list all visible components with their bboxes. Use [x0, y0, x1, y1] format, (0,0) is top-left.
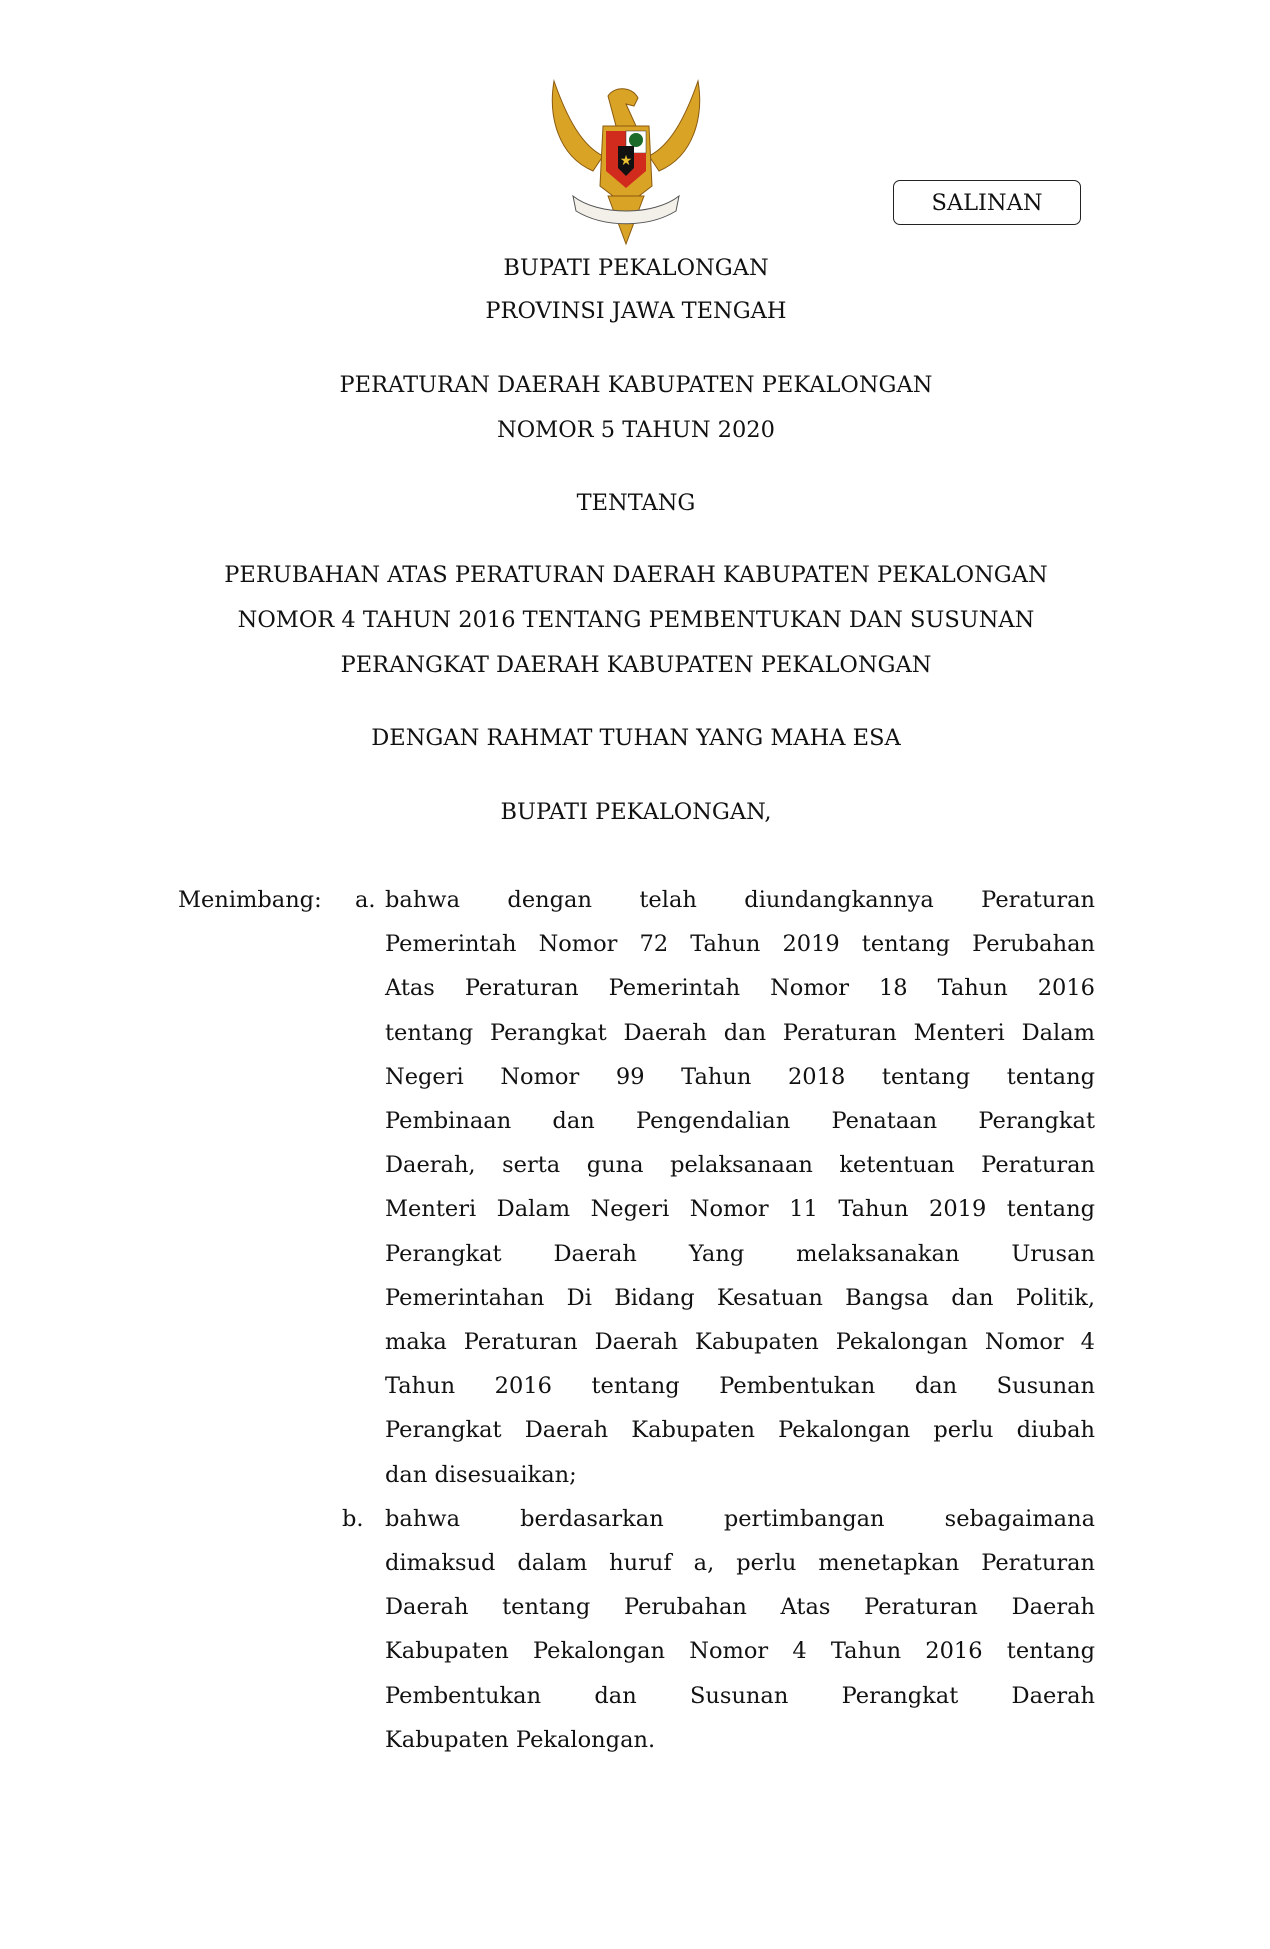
- item-text-line: Pembentukan dan Susunan Perangkat Daerah: [385, 1682, 1095, 1709]
- item-text-line: Pembinaan dan Pengendalian Penataan Perangkat: [385, 1108, 1095, 1134]
- item-text-line: dan disesuaikan;: [385, 1461, 577, 1488]
- item-text-line: bahwa dengan telah diundangkannya Peraturan: [385, 887, 1095, 913]
- item-text-line: Pemerintah Nomor 72 Tahun 2019 tentang Perubahan: [385, 931, 1095, 958]
- item-marker: b.: [342, 1505, 364, 1532]
- regulation-title-line: PERUBAHAN ATAS PERATURAN DAERAH KABUPATEN PEKALONGAN: [224, 562, 1048, 588]
- item-text-line: bahwa berdasarkan pertimbangan sebagaimana: [385, 1505, 1095, 1532]
- garuda-emblem: [548, 76, 704, 246]
- svg-text:★: ★: [619, 153, 633, 169]
- grace-statement: DENGAN RAHMAT TUHAN YANG MAHA ESA: [371, 725, 901, 751]
- item-text-line: Perangkat Daerah Yang melaksanakan Urusan: [385, 1240, 1095, 1267]
- item-text-line: Daerah, serta guna pelaksanaan ketentuan Peraturan: [385, 1152, 1095, 1179]
- regulation-number: NOMOR 5 TAHUN 2020: [497, 417, 775, 443]
- issuer-title: BUPATI PEKALONGAN: [503, 255, 769, 281]
- official-title: BUPATI PEKALONGAN,: [500, 799, 772, 825]
- item-text-line: Perangkat Daerah Kabupaten Pekalongan perlu diubah: [385, 1417, 1095, 1444]
- considering-label: Menimbang:: [178, 887, 322, 913]
- item-text-line: Tahun 2016 tentang Pembentukan dan Susunan: [385, 1373, 1095, 1400]
- about-label: TENTANG: [576, 490, 696, 516]
- issuer-province: PROVINSI JAWA TENGAH: [485, 298, 787, 324]
- item-marker: a.: [355, 887, 376, 913]
- item-text-line: Negeri Nomor 99 Tahun 2018 tentang tentang: [385, 1063, 1095, 1090]
- regulation-type: PERATURAN DAERAH KABUPATEN PEKALONGAN: [339, 372, 933, 398]
- item-text-line: Daerah tentang Perubahan Atas Peraturan Daerah: [385, 1594, 1095, 1621]
- item-text-line: Kabupaten Pekalongan Nomor 4 Tahun 2016 tentang: [385, 1638, 1095, 1665]
- salinan-stamp: SALINAN: [893, 180, 1081, 225]
- item-text-line: tentang Perangkat Daerah dan Peraturan Menteri Dalam: [385, 1019, 1095, 1046]
- item-text-line: Kabupaten Pekalongan.: [385, 1726, 656, 1753]
- item-text-line: Atas Peraturan Pemerintah Nomor 18 Tahun 2016: [385, 975, 1095, 1002]
- item-text-line: Pemerintahan Di Bidang Kesatuan Bangsa dan Politik,: [385, 1284, 1095, 1311]
- item-text-line: dimaksud dalam huruf a, perlu menetapkan Peraturan: [385, 1550, 1095, 1576]
- item-text-line: Menteri Dalam Negeri Nomor 11 Tahun 2019 tentang: [385, 1196, 1095, 1223]
- regulation-title-line: NOMOR 4 TAHUN 2016 TENTANG PEMBENTUKAN DAN SUSUNAN: [237, 607, 1035, 633]
- regulation-title-line: PERANGKAT DAERAH KABUPATEN PEKALONGAN: [340, 652, 932, 678]
- item-text-line: maka Peraturan Daerah Kabupaten Pekalongan Nomor 4: [385, 1329, 1095, 1355]
